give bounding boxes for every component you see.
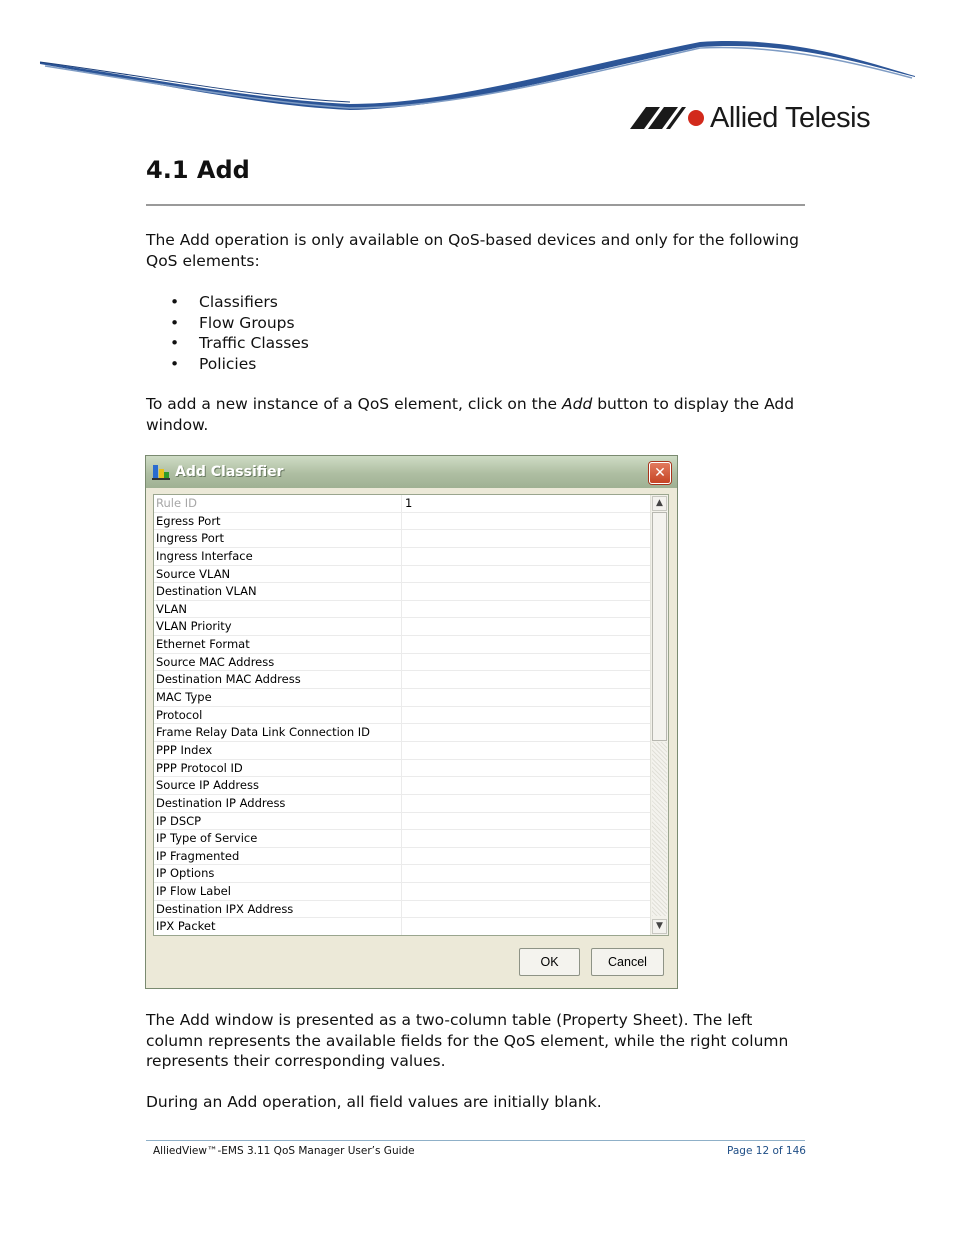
title-divider <box>146 204 805 206</box>
property-name: IP Flow Label <box>154 883 402 900</box>
list-item: • Policies <box>170 355 257 374</box>
table-row[interactable] <box>154 707 651 725</box>
property-value[interactable] <box>402 530 651 547</box>
table-row[interactable] <box>154 530 651 548</box>
list-item: • Traffic Classes <box>170 334 309 353</box>
property-name: VLAN Priority <box>154 618 402 635</box>
table-row[interactable] <box>154 848 651 866</box>
property-name: Ethernet Format <box>154 636 402 653</box>
table-row[interactable] <box>154 618 651 636</box>
property-name: Source VLAN <box>154 566 402 583</box>
table-row[interactable] <box>154 883 651 901</box>
property-value[interactable] <box>402 707 651 724</box>
note-paragraph: During an Add operation, all field values are initially blank. <box>146 1093 602 1111</box>
property-name: Destination VLAN <box>154 583 402 600</box>
property-value[interactable] <box>402 513 651 530</box>
intro-paragraph: The Add operation is only available on QoS-based devices and only for the following QoS elements: <box>146 231 800 270</box>
property-value[interactable] <box>402 583 651 600</box>
scroll-down-button[interactable] <box>652 919 667 934</box>
property-value[interactable] <box>402 813 651 830</box>
property-value[interactable] <box>402 654 651 671</box>
property-value[interactable] <box>402 901 651 918</box>
property-value[interactable] <box>402 566 651 583</box>
property-name: IP Fragmented <box>154 848 402 865</box>
property-name: Frame Relay Data Link Connection ID <box>154 724 402 741</box>
property-name: MAC Type <box>154 689 402 706</box>
property-name: PPP Index <box>154 742 402 759</box>
property-value: 1 <box>405 496 413 510</box>
table-row[interactable] <box>154 760 651 778</box>
table-row[interactable] <box>154 724 651 742</box>
dialog-titlebar[interactable] <box>146 456 677 488</box>
property-value[interactable] <box>402 724 651 741</box>
property-name: Destination IP Address <box>154 795 402 812</box>
footer-document-title: AlliedView™-EMS 3.11 QoS Manager User’s Guide <box>153 1145 415 1157</box>
instruction-paragraph: To add a new instance of a QoS element, click on the Add button to display the Add window. <box>146 395 795 434</box>
property-value[interactable] <box>402 865 651 882</box>
property-name: Source MAC Address <box>154 654 402 671</box>
table-row[interactable] <box>154 813 651 831</box>
property-value[interactable] <box>402 742 651 759</box>
scroll-thumb[interactable] <box>652 512 667 741</box>
table-row[interactable] <box>154 830 651 848</box>
close-button[interactable] <box>649 462 671 484</box>
ok-button[interactable]: OK <box>519 948 580 976</box>
add-classifier-dialog <box>145 455 678 989</box>
property-value[interactable] <box>402 689 651 706</box>
list-item: • Classifiers <box>170 293 278 311</box>
footer-page-number: Page 12 of 146 <box>727 1145 806 1157</box>
logo-text: Allied Telesis <box>710 101 871 134</box>
table-row[interactable] <box>154 601 651 619</box>
scroll-up-button[interactable] <box>652 496 667 511</box>
cancel-button[interactable]: Cancel <box>591 948 664 976</box>
property-name: Protocol <box>154 707 402 724</box>
property-value[interactable] <box>402 918 651 935</box>
property-name: IP Options <box>154 865 402 882</box>
property-value[interactable] <box>402 601 651 618</box>
scroll-track[interactable] <box>652 742 667 916</box>
table-row[interactable] <box>154 548 651 566</box>
explanation-paragraph: The Add window is presented as a two-column table (Property Sheet). The left column represents the available fields for the QoS element, while the right column represents their corresponding values. <box>146 1011 789 1070</box>
property-name: IP DSCP <box>154 813 402 830</box>
arrow-up-icon: ▲ <box>656 498 663 508</box>
table-row[interactable] <box>154 636 651 654</box>
property-value[interactable] <box>402 618 651 635</box>
arrow-down-icon: ▼ <box>656 921 663 931</box>
table-row[interactable] <box>154 583 651 601</box>
property-name: Ingress Port <box>154 530 402 547</box>
property-name: Ingress Interface <box>154 548 402 565</box>
property-name: PPP Protocol ID <box>154 760 402 777</box>
property-name: VLAN <box>154 601 402 618</box>
close-icon: ✕ <box>654 465 666 481</box>
property-value[interactable] <box>402 848 651 865</box>
property-name: Destination MAC Address <box>154 671 402 688</box>
add-button-reference: Add <box>562 395 593 413</box>
property-sheet <box>153 494 669 936</box>
property-value[interactable] <box>402 548 651 565</box>
property-name: Egress Port <box>154 513 402 530</box>
property-name: Rule ID <box>154 495 402 512</box>
property-value[interactable] <box>402 671 651 688</box>
vertical-scrollbar[interactable] <box>650 495 668 935</box>
property-name: IP Type of Service <box>154 830 402 847</box>
table-row[interactable] <box>154 742 651 760</box>
property-value[interactable] <box>402 636 651 653</box>
table-row[interactable] <box>154 671 651 689</box>
table-row[interactable] <box>154 901 651 919</box>
table-row[interactable] <box>154 654 651 672</box>
property-name: IPX Packet <box>154 918 402 935</box>
qos-element-list <box>170 292 309 375</box>
table-row[interactable] <box>154 918 651 936</box>
property-value[interactable] <box>402 795 651 812</box>
table-row[interactable] <box>154 795 651 813</box>
table-row[interactable] <box>154 865 651 883</box>
app-icon <box>152 463 170 481</box>
property-name: Destination IPX Address <box>154 901 402 918</box>
allied-telesis-logo <box>630 100 870 136</box>
table-row[interactable] <box>154 513 651 531</box>
table-row[interactable] <box>154 495 651 513</box>
logo-mark-icon <box>630 107 704 129</box>
property-value[interactable] <box>402 830 651 847</box>
table-row[interactable] <box>154 777 651 795</box>
property-value[interactable] <box>402 883 651 900</box>
property-name: Source IP Address <box>154 777 402 794</box>
dialog-title: Add Classifier <box>175 464 284 480</box>
property-value[interactable] <box>402 777 651 794</box>
property-value[interactable] <box>402 760 651 777</box>
footer-divider <box>146 1140 805 1141</box>
section-title: 4.1 Add <box>146 156 250 184</box>
table-row[interactable] <box>154 566 651 584</box>
list-item: • Flow Groups <box>170 313 295 332</box>
property-table <box>154 495 651 936</box>
table-row[interactable] <box>154 689 651 707</box>
